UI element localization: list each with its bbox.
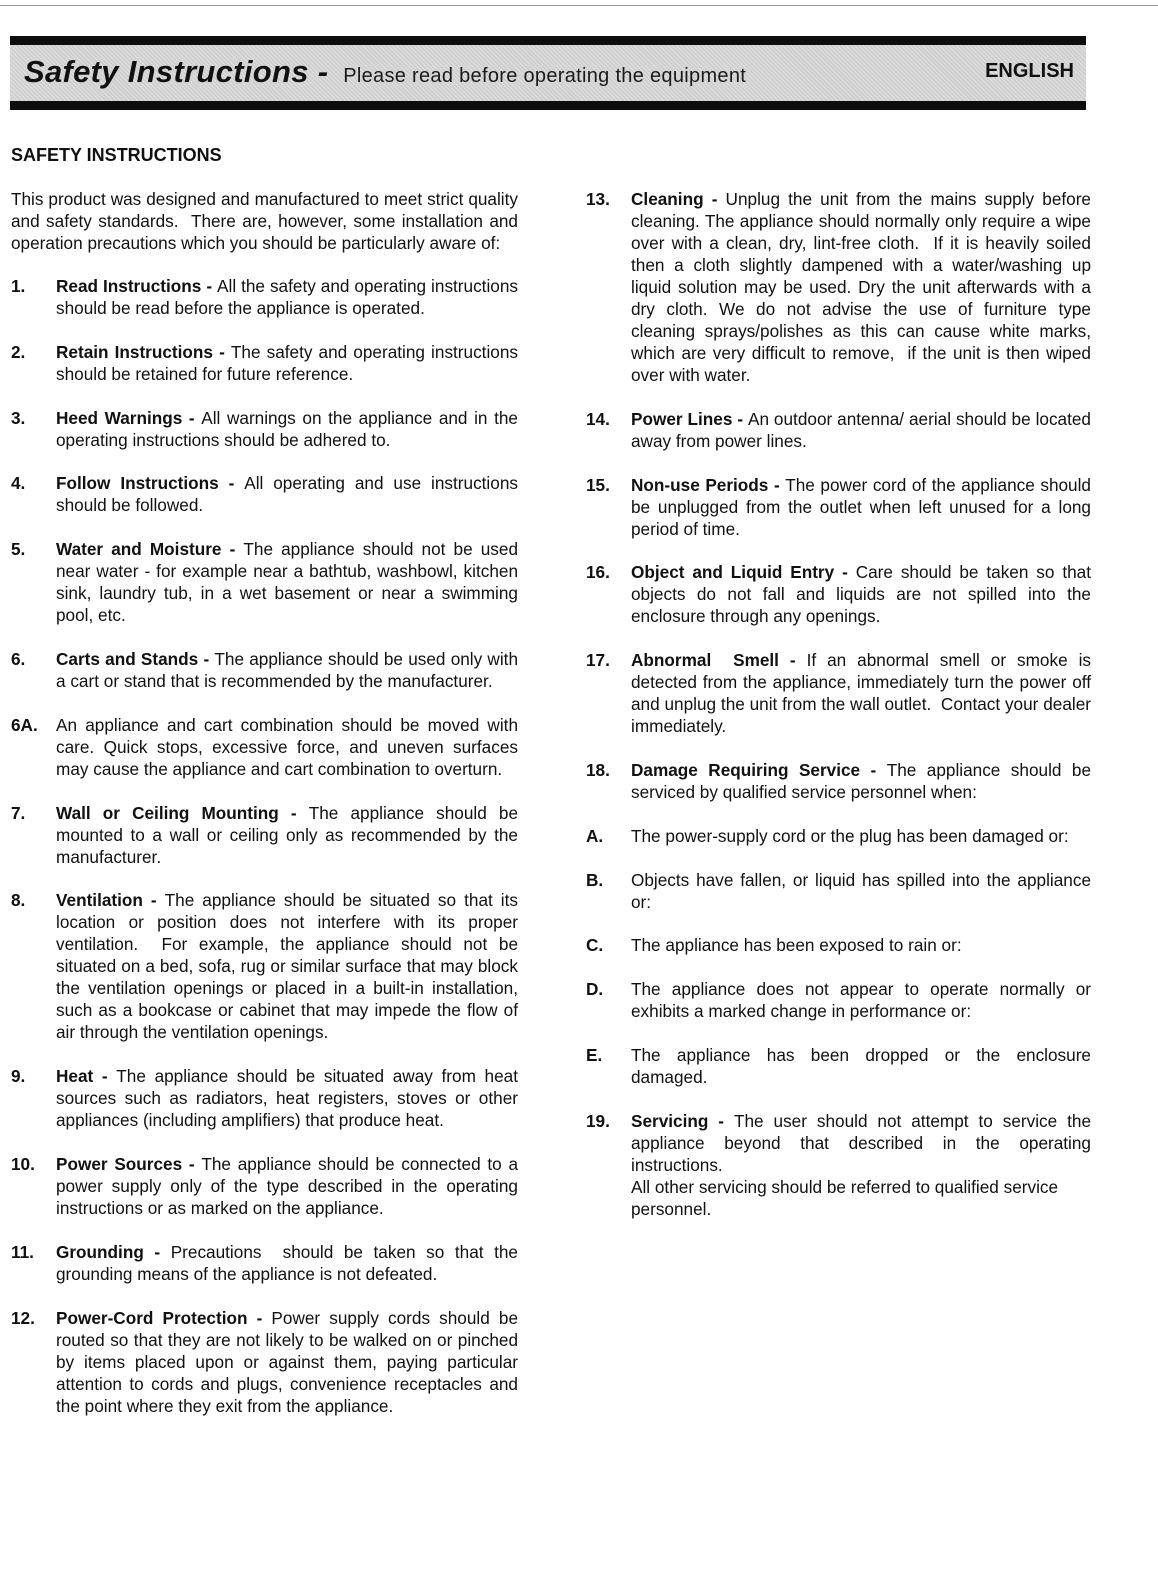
item-number: 4. (11, 473, 26, 494)
item-title: Retain Instructions (56, 341, 213, 362)
instruction-item (11, 648, 523, 692)
item-number: 14. (586, 408, 610, 429)
item-body: The power cord of the appliance should be unplugged from the outlet when left unused for a long period of time. (631, 474, 1096, 539)
item-separator: - (218, 473, 245, 494)
item-number: 3. (11, 407, 26, 428)
item-separator: - (247, 1307, 272, 1328)
item-number: 2. (11, 341, 26, 362)
item-text (56, 538, 523, 626)
item-separator: - (732, 408, 748, 429)
item-extra: All other servicing should be referred to qualified service personnel. (631, 1176, 1063, 1219)
right-column (586, 188, 1096, 1242)
item-text (631, 408, 1096, 452)
item-body: The safety and operating instructions should be retained for future reference. (56, 341, 523, 384)
item-title: Abnormal Smell (631, 650, 779, 671)
item-separator: - (778, 650, 807, 671)
instruction-item (11, 1307, 523, 1417)
title-separator: - (317, 54, 329, 89)
item-body: Unplug the unit from the mains supply before cleaning. The appliance should normally only require a wipe over with a clean, dry, lint-free cloth. If it is heavily soiled then a cloth slightly dampened with a water/washing up liquid solution may be used. Dry the unit afterwards with a dry cloth. We do not advise the use of furniture type cleaning sprays/polishes as this can cause white marks, which are very difficult to remove, if the unit is then wiped over with water. (631, 189, 1096, 385)
item-body: If an abnormal smell or smoke is detected from the appliance, immediately turn the power off and unplug the unit from the wall outlet. Contact your dealer immediately. (631, 650, 1096, 737)
instruction-item (11, 472, 523, 516)
item-body: The appliance should be used only with a cart or stand that is recommended by the manufacturer. (56, 648, 523, 691)
item-separator: - (182, 407, 202, 428)
instruction-item (586, 934, 1091, 956)
instruction-item (586, 825, 1091, 847)
item-number: E. (586, 1044, 603, 1065)
instruction-item (11, 538, 523, 626)
scan-top-line (0, 5, 1158, 6)
instruction-item (586, 1044, 1096, 1088)
item-separator: - (834, 562, 856, 583)
intro-paragraph: This product was designed and manufactured to meet strict quality and safety standards. There are, however, some installation and operation precautions which you should be particularly aware of: (11, 189, 523, 253)
item-separator: - (212, 341, 231, 362)
item-body: The appliance should be connected to a power supply only of the type described in the operating instructions or as marked on the appliance. (56, 1153, 523, 1218)
item-text (631, 825, 1091, 847)
item-text (631, 978, 1096, 1022)
left-instruction-list (11, 275, 523, 1417)
item-text (631, 649, 1096, 737)
item-text (56, 648, 523, 692)
item-number: 9. (11, 1066, 26, 1087)
item-title: Power Sources (56, 1153, 183, 1174)
item-body: The appliance has been dropped or the enclosure damaged. (631, 1044, 1096, 1087)
item-text (631, 1044, 1096, 1088)
item-title: Damage Requiring Service (631, 759, 861, 780)
instruction-item (11, 1153, 523, 1219)
item-separator: - (278, 802, 309, 823)
item-separator: - (768, 474, 786, 495)
item-title: Object and Liquid Entry (631, 562, 835, 583)
left-column (11, 188, 523, 1438)
item-separator: - (221, 539, 244, 560)
item-separator: - (703, 189, 726, 209)
instruction-item (11, 275, 523, 319)
page-subtitle: Please read before operating the equipment (343, 65, 747, 87)
item-number: 8. (11, 890, 26, 911)
item-text (631, 561, 1096, 627)
item-body: Care should be taken so that objects do not fall and liquids are not spilled into the enclosure through any openings. (631, 562, 1096, 627)
item-body: The appliance does not appear to operate normally or exhibits a marked change in performance or: (631, 979, 1096, 1022)
item-number: 19. (586, 1110, 610, 1131)
instruction-item (586, 649, 1096, 737)
item-body: The power-supply cord or the plug has been damaged or: (631, 825, 1069, 846)
item-title: Heed Warnings (56, 407, 183, 428)
item-text (56, 341, 523, 385)
instruction-item (586, 561, 1096, 627)
item-number: C. (586, 935, 604, 956)
item-title: Wall or Ceiling Mounting (56, 802, 279, 823)
item-title: Power Lines (631, 408, 733, 429)
item-text (56, 889, 523, 1043)
item-body: The appliance should be situated away from heat sources such as radiators, heat registers, stoves or other appliances (including amplifiers) that produce heat. (56, 1066, 523, 1131)
item-number: D. (586, 979, 604, 1000)
instruction-item (586, 1110, 1096, 1220)
item-text (631, 934, 1091, 956)
item-body: An outdoor antenna/ aerial should be located away from power lines. (631, 408, 1096, 451)
item-number: 6A. (11, 714, 38, 735)
item-number: 6. (11, 648, 26, 669)
item-separator: - (182, 1153, 202, 1174)
item-text (631, 869, 1096, 913)
instruction-item (11, 1241, 523, 1285)
item-text (56, 407, 523, 451)
item-text (631, 1110, 1096, 1220)
item-title: Follow Instructions (56, 473, 219, 494)
instruction-item (586, 474, 1096, 540)
item-body: All operating and use instructions should be followed. (56, 473, 523, 516)
item-title: Carts and Stands (56, 648, 199, 669)
item-number: 5. (11, 539, 26, 560)
item-text (631, 188, 1096, 386)
item-text (631, 474, 1096, 540)
right-instruction-list (586, 188, 1096, 1220)
item-title: Read Instructions (56, 276, 202, 296)
item-text (56, 1065, 523, 1131)
item-separator: - (143, 1241, 171, 1262)
item-title: Power-Cord Protection (56, 1307, 248, 1328)
section-heading: SAFETY INSTRUCTIONS (11, 145, 222, 165)
item-body: All the safety and operating instructions should be read before the appliance is operated. (56, 276, 523, 318)
item-separator: - (142, 890, 165, 911)
item-separator: - (93, 1066, 117, 1087)
item-separator: - (860, 759, 887, 780)
page-title: Safety Instructions (24, 54, 309, 89)
item-body: Power supply cords should be routed so that they are not likely to be walked on or pinched by items placed upon or against them, paying particular attention to cords and plugs, convenience receptacles and the point where they exit from the appliance. (56, 1307, 523, 1416)
item-body: The appliance should be mounted to a wall or ceiling only as recommended by the manufacturer. (56, 802, 523, 867)
item-text (56, 714, 523, 780)
item-title: Non-use Periods (631, 474, 769, 495)
item-text (56, 472, 523, 516)
instruction-item (11, 1065, 523, 1131)
item-number: 15. (586, 474, 610, 495)
banner-title-group (24, 54, 746, 90)
item-text (56, 1307, 523, 1417)
item-body: The appliance has been exposed to rain or: (631, 935, 962, 956)
item-title: Servicing (631, 1110, 709, 1131)
item-number: 10. (11, 1153, 35, 1174)
instruction-item (586, 408, 1096, 452)
language-label: ENGLISH (985, 60, 1074, 82)
item-title: Cleaning (631, 189, 704, 209)
item-number: 1. (11, 276, 26, 296)
instruction-item (586, 869, 1096, 913)
item-body: An appliance and cart combination should be moved with care. Quick stops, excessive force, and uneven surfaces may cause the appliance and cart combination to overturn. (56, 714, 523, 779)
instruction-item (11, 407, 523, 451)
item-text (56, 802, 523, 868)
item-separator: - (708, 1110, 734, 1131)
item-number: 12. (11, 1307, 35, 1328)
item-title: Grounding (56, 1241, 144, 1262)
item-title: Heat (56, 1066, 94, 1087)
instruction-item (586, 188, 1096, 386)
item-body: Precautions should be taken so that the grounding means of the appliance is not defeated. (56, 1241, 523, 1284)
item-separator: - (198, 648, 215, 669)
item-title: Ventilation (56, 890, 143, 911)
item-number: A. (586, 825, 604, 846)
item-body: The appliance should be situated so that its location or position does not interfere with its proper ventilation. For example, the appliance should not be situated on a bed, sofa, rug or similar surface that may block the ventilation openings or placed in a built-in installation, such as a bookcase or cabinet that may impede the flow of air through the ventilation openings. (56, 890, 523, 1043)
item-number: 13. (586, 189, 610, 209)
item-body: The user should not attempt to service the appliance beyond that described in the operating instructions. (631, 1110, 1096, 1175)
item-title: Water and Moisture (56, 539, 222, 560)
item-body: All warnings on the appliance and in the operating instructions should be adhered to. (56, 407, 523, 450)
instruction-item (11, 802, 523, 868)
item-body: The appliance should be serviced by qualified service personnel when: (631, 759, 1096, 802)
item-text (56, 275, 523, 319)
instruction-item (586, 759, 1096, 803)
item-number: B. (586, 869, 604, 890)
item-body: The appliance should not be used near water - for example near a bathtub, washbowl, kitchen sink, laundry tub, in a wet basement or near a swimming pool, etc. (56, 539, 523, 626)
instruction-item (586, 978, 1096, 1022)
item-number: 17. (586, 650, 610, 671)
instruction-item (11, 341, 523, 385)
item-number: 11. (11, 1241, 34, 1262)
item-number: 16. (586, 562, 610, 583)
item-number: 7. (11, 802, 26, 823)
item-separator: - (201, 276, 218, 296)
item-text (56, 1153, 523, 1219)
instruction-item (11, 889, 523, 1043)
item-text (56, 1241, 523, 1285)
title-banner (10, 36, 1086, 110)
item-text (631, 759, 1096, 803)
instruction-item (11, 714, 523, 780)
item-body: Objects have fallen, or liquid has spilled into the appliance or: (631, 869, 1096, 912)
item-number: 18. (586, 759, 610, 780)
